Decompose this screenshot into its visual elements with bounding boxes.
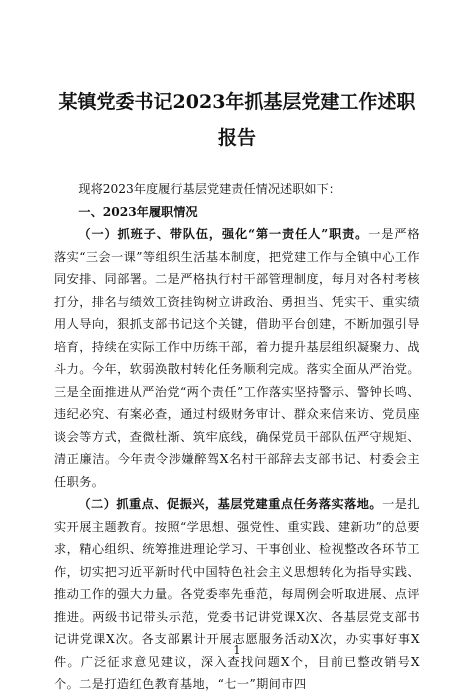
subheading-1: （一）抓班子、带队伍，强化“第一责任人”职责。 [78, 227, 369, 241]
page-number: 1 [233, 643, 241, 657]
body-paragraph-2 [54, 493, 420, 696]
intro-paragraph: 现将2023年度履行基层党建责任情况述职如下： [78, 182, 341, 196]
title-line-1: 某镇党委书记2023年抓基层党建工作述职 [58, 91, 416, 113]
body-paragraph-1 [54, 223, 420, 493]
paragraph-1-text: 一是严格落实“三会一课”等组织生活基本制度，把党建工作与全镇中心工作同安排、同部署。二是严格执行村干部管理制度，每月对各村考核打分，排名与绩效工资挂钩树立讲政治、勇担当、凭实干、重实绩用人导向，狠抓支部书记这个关键，借助平台创建，不断加强引导培育，持续在实际工作中历练干部，着力提升基层组织凝聚力、战斗力。今年，软弱涣散村转化任务顺利完成。落实全面从严治党。三是全面推进从严治党“两个责任”工作落实坚持警示、警钟长鸣、违纪必究、有案必查，通过村级财务审计、群众来信来访、党员座谈会等方式，查微杜渐、筑牢底线，确保党员干部队伍严守规矩、清正廉洁。今年责令涉嫌醉驾X名村干部辞去支部书记、村委会主任职务。 [54, 227, 420, 489]
section-heading: 一、2023年履职情况 [78, 204, 198, 219]
paragraph-2-text: 一是扎实开展主题教育。按照“学思想、强党性、重实践、建新功”的总要求，精心组织、统筹推进理论学习、干事创业、检视整改各环节工作，切实把习近平新时代中国特色社会主义思想转化为指导实践、推动工作的强大力量。各党委率先垂范，每周例会听取进展、点评推进。两级书记带头示范，党委书记讲党课X次、各基层党支部书记讲党课X次。各支部累计开展志愿服务活动X次，办实事好事X件。广泛征求意见建议，深入查找问题X个，目前已整改销号X个。二是打造红色教育基地，“七一”期间市四 [54, 497, 420, 691]
document-title [54, 84, 420, 156]
subheading-2: （二）抓重点、促振兴，基层党建重点任务落实落地。 [78, 497, 383, 511]
title-line-2: 报告 [217, 127, 256, 149]
